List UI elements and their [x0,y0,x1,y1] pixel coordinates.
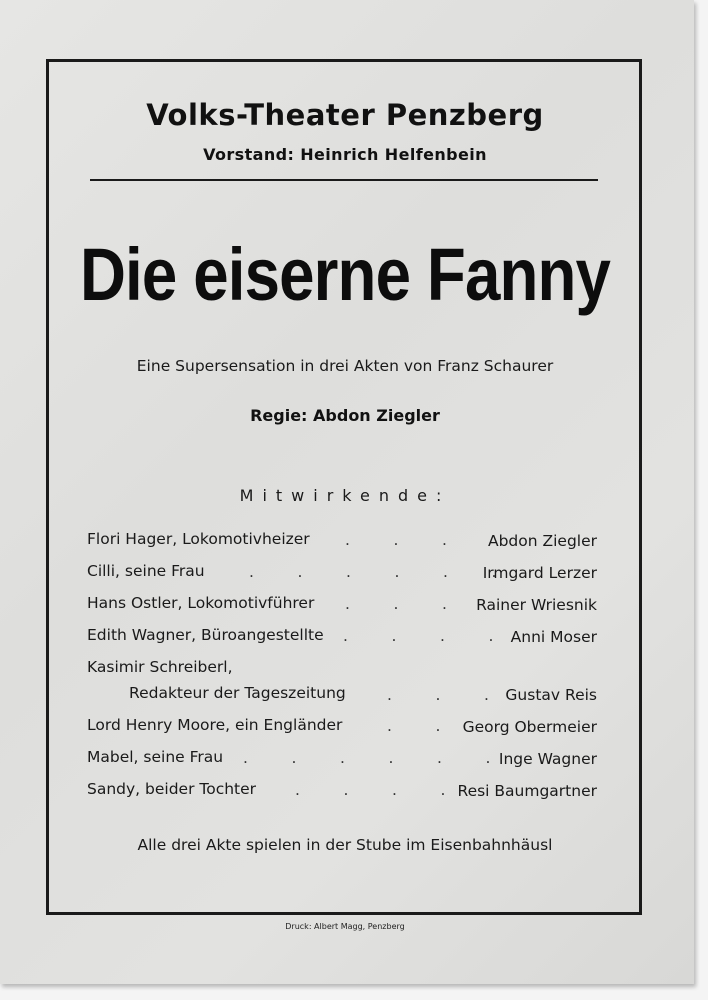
cast-row [87,780,597,812]
cast-row [87,748,597,780]
printer-credit: Druck: Albert Magg, Penzberg [285,922,405,931]
header-divider [90,179,598,181]
leader-dots: . . . . . . [243,749,493,767]
cast-role: Kasimir Schreiberl, [87,658,233,676]
cast-actor: Irmgard Lerzer [482,564,597,582]
cast-role: Mabel, seine Frau [87,748,224,766]
play-title: Die eiserne Fanny [79,233,611,316]
cast-row [87,594,597,626]
cast-actor: Gustav Reis [505,686,597,704]
leader-dots: . . [387,717,443,735]
cast-actor: Resi Baumgartner [457,782,597,800]
leader-dots: . . . [345,531,449,549]
director-line: Regie: Abdon Ziegler [250,406,440,425]
cast-heading: Mitwirkende: [239,486,451,505]
cast-actor: Georg Obermeier [462,718,597,736]
cast-actor: Abdon Ziegler [487,532,597,550]
board-line: Vorstand: Heinrich Helfenbein [203,145,487,164]
cast-role-continuation: Redakteur der Tageszeitung [129,684,346,702]
cast-list [87,530,597,812]
cast-row [87,658,597,716]
theater-name: Volks-Theater Penzberg [146,98,544,132]
cast-actor: Inge Wagner [498,750,597,768]
leader-dots: . . . . [295,781,448,799]
leader-dots: . . . [345,595,449,613]
cast-actor: Rainer Wriesnik [476,596,597,614]
leader-dots: . . . [387,686,491,704]
cast-role: Lord Henry Moore, ein Engländer [87,716,343,734]
cast-role: Cilli, seine Frau [87,562,205,580]
leader-dots: . . . . [343,627,496,645]
cast-row [87,716,597,748]
play-subtitle: Eine Supersensation in drei Akten von Franz Schaurer [136,357,554,375]
cast-row [87,562,597,594]
cast-role: Hans Ostler, Lokomotivführer [87,594,315,612]
cast-row [87,530,597,562]
leader-dots: . . . . . . [249,563,499,581]
cast-role: Sandy, beider Tochter [87,780,257,798]
cast-role: Edith Wagner, Büroangestellte [87,626,324,644]
setting-note: Alle drei Akte spielen in der Stube im Eisenbahnhäusl [137,836,553,854]
cast-row [87,626,597,658]
cast-actor: Anni Moser [510,628,597,646]
cast-role: Flori Hager, Lokomotivheizer [87,530,310,548]
